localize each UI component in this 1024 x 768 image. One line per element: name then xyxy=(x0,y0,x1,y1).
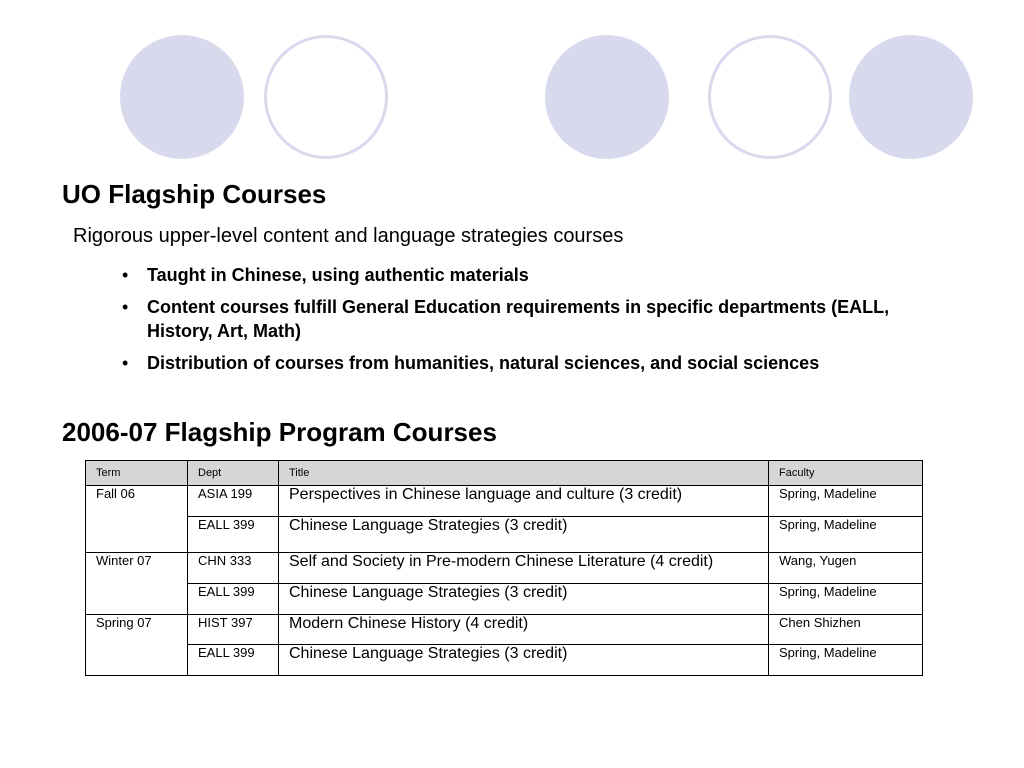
title-cell: Modern Chinese History (4 credit) xyxy=(279,615,769,645)
table-row xyxy=(86,486,923,517)
header-faculty: Faculty xyxy=(769,461,923,486)
dept-cell: EALL 399 xyxy=(188,645,279,676)
decorative-filled-circle xyxy=(849,35,973,159)
faculty-cell: Chen Shizhen xyxy=(769,615,923,645)
title-cell: Chinese Language Strategies (3 credit) xyxy=(279,584,769,615)
term-cell: Winter 07 xyxy=(86,553,188,615)
faculty-cell: Spring, Madeline xyxy=(769,645,923,676)
dept-cell: EALL 399 xyxy=(188,584,279,615)
table-row xyxy=(86,517,923,553)
dept-cell: EALL 399 xyxy=(188,517,279,553)
decorative-outline-circle xyxy=(264,35,388,159)
bullet-list xyxy=(122,263,922,383)
term-cell: Spring 07 xyxy=(86,615,188,676)
table-row xyxy=(86,553,923,584)
header-term: Term xyxy=(86,461,188,486)
table-header-row xyxy=(86,461,923,486)
dept-cell: HIST 397 xyxy=(188,615,279,645)
title-cell: Perspectives in Chinese language and culture (3 credit) xyxy=(279,486,769,517)
header-title: Title xyxy=(279,461,769,486)
table-row xyxy=(86,645,923,676)
term-cell: Fall 06 xyxy=(86,486,188,553)
title-cell: Chinese Language Strategies (3 credit) xyxy=(279,517,769,553)
faculty-cell: Spring, Madeline xyxy=(769,584,923,615)
courses-table xyxy=(85,460,923,676)
faculty-cell: Spring, Madeline xyxy=(769,486,923,517)
faculty-cell: Spring, Madeline xyxy=(769,517,923,553)
decorative-filled-circle xyxy=(545,35,669,159)
faculty-cell: Wang, Yugen xyxy=(769,553,923,584)
subtitle: Rigorous upper-level content and language strategies courses xyxy=(73,225,624,247)
dept-cell: CHN 333 xyxy=(188,553,279,584)
dept-cell: ASIA 199 xyxy=(188,486,279,517)
table-row xyxy=(86,615,923,645)
title-cell: Self and Society in Pre-modern Chinese Literature (4 credit) xyxy=(279,553,769,584)
section-title: 2006-07 Flagship Program Courses xyxy=(62,417,497,447)
bullet-item: • Distribution of courses from humanities, natural sciences, and social sciences xyxy=(122,351,922,375)
table-row xyxy=(86,584,923,615)
bullet-item: • Content courses fulfill General Education requirements in specific departments (EALL, History, Art, Math) xyxy=(122,295,922,343)
decorative-filled-circle xyxy=(120,35,244,159)
page-title: UO Flagship Courses xyxy=(62,179,327,209)
decorative-outline-circle xyxy=(708,35,832,159)
header-dept: Dept xyxy=(188,461,279,486)
bullet-item: • Taught in Chinese, using authentic materials xyxy=(122,263,922,287)
title-cell: Chinese Language Strategies (3 credit) xyxy=(279,645,769,676)
